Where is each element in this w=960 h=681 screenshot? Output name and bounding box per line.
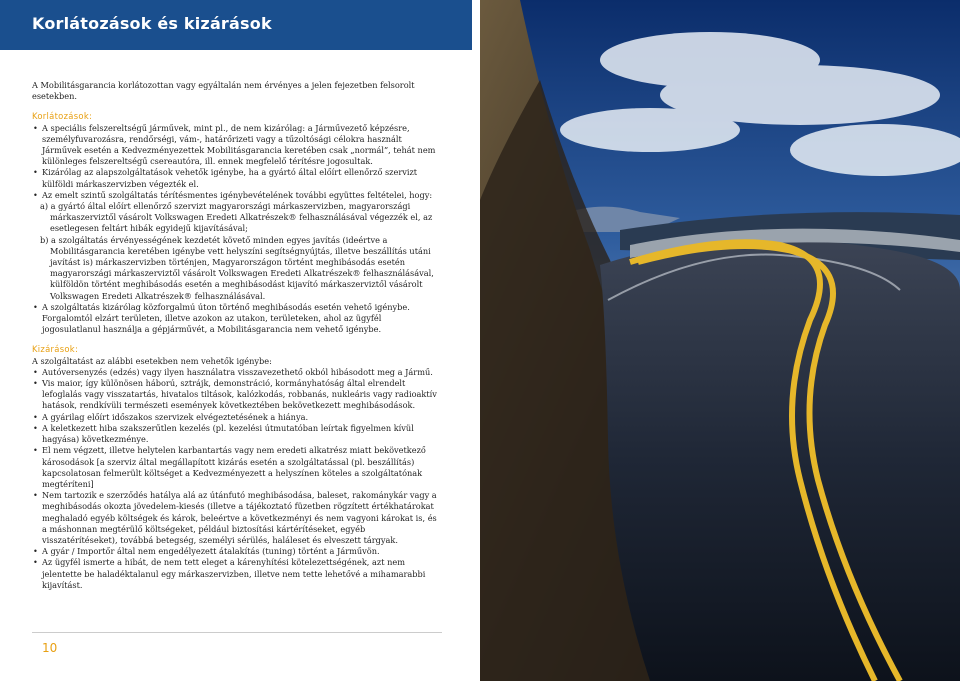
section-lead: A szolgáltatást az alábbi esetekben nem vehetők igénybe: (32, 355, 272, 366)
list-item: • A gyár / Importőr által nem engedélyezett átalakítás (tuning) történt a Járművön. (32, 546, 442, 557)
list-item: • A szolgáltatás kizárólag közforgalmú úton történő meghibásodás esetén vehető igénybe. Forgalomtól elzárt területen, illetve azokon az utakon, területeken, ahol az ügyfél jogosulatlanul használja a gépjárművét, a Mobilitásgarancia nem vehető igénybe. (32, 302, 442, 336)
page-header (0, 0, 472, 50)
document-body (32, 80, 442, 591)
section-kizarasok (32, 344, 442, 590)
list-item: • Kizárólag az alapszolgáltatások vehetők igénybe, ha a gyártó által előírt ellenőrző szervizt külföldi márkaszervizben végezték el. (32, 167, 442, 189)
list-item: • A gyárilag előírt időszakos szervizek elvégeztetésének a hiánya. (32, 412, 442, 423)
list-item: • Nem tartozik e szerződés hatálya alá az útánfutó meghibásodása, baleset, rakománykár vagy a meghibásodás okozta jövedelem-kiesés (illetve a tájékoztató füzetben rögzített értékhatárokat meghaladó egyéb költségek és károk, beleértve a következményi és nem vagyoni károkat is, és a máshonnan megtérülő költségeket, például biztosítási kártérítéseket, egyéb visszatérítéseket), továbbá betegség, személyi sérülés, haláleset és elveszett tárgyak. (32, 490, 442, 546)
restriction-list-end (32, 302, 442, 336)
road-photo (480, 0, 960, 681)
road-illustration (480, 0, 960, 681)
page-number: 10 (42, 641, 58, 655)
sub-item: b) a szolgáltatás érvényességének kezdetét követő minden egyes javítás (ideértve a Mobilitásgarancia keretében igénybe vett helyszíni segítségnyújtás, illetve beszállítás utáni javítást is) márkaszervizben történjen, Magyarországon történt meghibásodás esetén magyarországi márkaszerviztől vásárolt Volkswagen Eredeti Alkatrészek® felhasználásával, külföldön történt meghibásodás esetén a meghibásodást kijavító márkaszerviztől vásárolt Volkswagen Eredeti Alkatrészek® felhasználásával. (40, 234, 434, 301)
section-heading: Korlátozások: (32, 111, 93, 122)
list-item: • Autóversenyzés (edzés) vagy ilyen használatra visszavezethető okból hibásodott meg a Jármű. (32, 367, 442, 378)
section-heading: Kizárások: (32, 344, 79, 355)
page-footer (32, 632, 442, 655)
exclusion-list (32, 367, 442, 591)
intro-paragraph: A Mobilitásgarancia korlátozottan vagy egyáltalán nem érvényes a jelen fejezetben felsorolt esetekben. (32, 80, 415, 102)
restriction-list (32, 123, 442, 201)
list-item: • Az emelt szintű szolgáltatás térítésmentes igénybevételének további együttes feltételei, hogy: (32, 190, 442, 201)
list-item: • Vis maior, így különösen háború, sztrájk, demonstráció, kormányhatóság által elrendelt lefoglalás vagy visszatartás, hivatalos tiltások, kalózkodás, robbanás, nukleáris vagy radioaktív hatások, rendkívüli természeti események következtében bekövetkezett meghibásodások. (32, 378, 442, 412)
list-item: • A keletkezett hiba szakszerűtlen kezelés (pl. kezelési útmutatóban leírtak figyelmen kívül hagyása) következménye. (32, 423, 442, 445)
list-item: • Az ügyfél ismerte a hibát, de nem tett eleget a kárenyhítési kötelezettségének, azt nem jelentette be haladéktalanul egy márkaszervizben, illetve nem tette lehetővé a mihamarabbi kijavítást. (32, 557, 442, 591)
sub-item: a) a gyártó által előírt ellenőrző szervizt magyarországi márkaszervizben, magyarországi márkaszerviztől vásárolt Volkswagen Eredeti Alkatrészek® felhasználásával végezzék el, az esetlegesen feltárt hibák egyidejű kijavításával; (40, 201, 433, 234)
section-korlatozasok (32, 111, 442, 335)
page-title: Korlátozások és kizárások (32, 14, 272, 33)
list-item: • El nem végzett, illetve helytelen karbantartás vagy nem eredeti alkatrész miatt bekövetkező károsodások [a szerviz által megállapított kizárás esetén a szolgáltatással (pl. beszállítás) kapcsolatosan felmerült költséget a Kedvezményezett a helyszínen köteles a szolgáltatónak megtéríteni] (32, 445, 442, 490)
road-surface (600, 239, 960, 681)
list-item: • A speciális felszereltségű járművek, mint pl., de nem kizárólag: a Járművezető képzésre, személyfuvarozásra, rendőrségi, vám-, határőrizeti vagy a tűzoltósági célokra használt Járművek esetén a Kedvezményezettek Mobilitásgarancia keretében csak „normál”, tehát nem különleges felszereltségű csereautóra, ill. ennek megfelelő térítésre jogosultak. (32, 123, 442, 168)
